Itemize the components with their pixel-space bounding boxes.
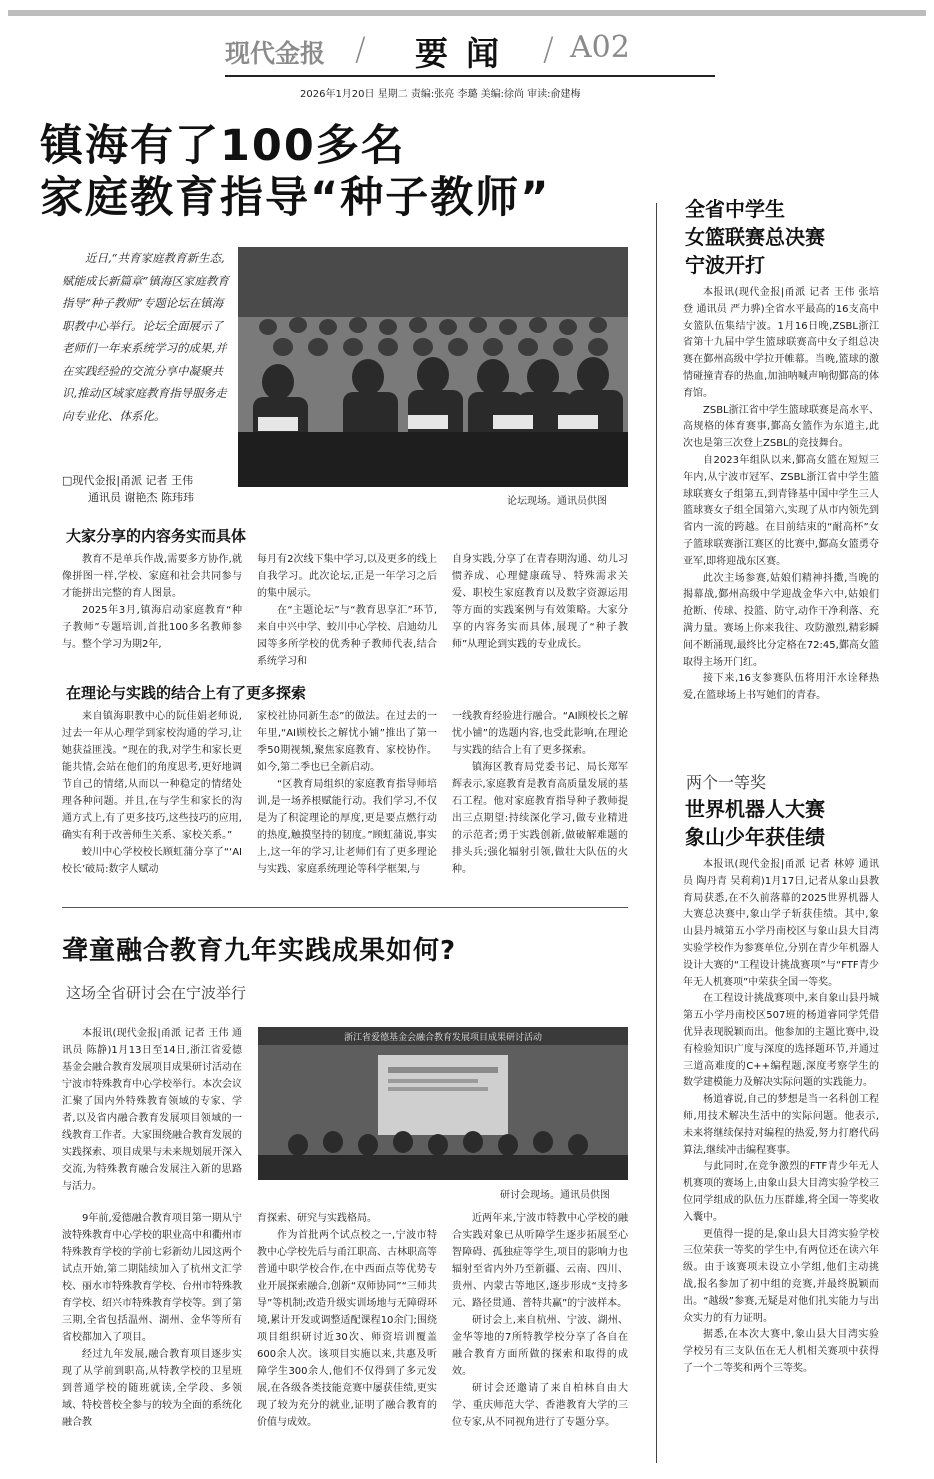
paragraph: 本报讯(现代金报|甬派 记者 林婷 通讯员 陶丹青 吴莉莉)1月17日,记者从象山县教育局获悉,在不久前落幕的2025世界机器人大赛总决赛中,象山学子斩获佳绩。其中,象山县丹城第五小学丹南校区与象山县大目湾实验学校作为参赛单位,分别在青少年机器人设计大赛的“工程设计挑战赛项”与“FTF青少年无人机赛项”中荣获全国一等奖。 <box>683 859 879 988</box>
paragraph: 本报讯(现代金报|甬派 记者 王伟 通讯员 陈静)1月13日至14日,浙江省爱德基金会融合教育发展项目成果研讨活动在宁波市特殊教育中心学校举行。本次会议汇聚了国内外特殊教育领域的专家、学者,以及省内融合教育发展项目领域的一线教育工作者。大家围绕融合教育发展的实践探索、项目成果与未来规划展开深入交流,为特殊教育融合发展注入新的思路与活力。 <box>62 1028 242 1192</box>
paragraph: 镇海区教育局党委书记、局长郑军辉表示,家庭教育是教育高质量发展的基石工程。他对家庭教育指导种子教师提出三点期望:持续深化学习,做专业精进的示范者;勇于实践创新,做破解难题的排头兵;强化辐射引领,做壮大队伍的火种。 <box>452 762 628 875</box>
main-lead <box>62 247 230 427</box>
section1-column-2 <box>257 551 437 670</box>
paragraph: 一线教育经验进行融合。“AI顾校长之解忧小铺”的选题内容,也受此影响,在理论与实践的结合上有了更多探索。 <box>452 711 628 756</box>
paragraph: ZSBL浙江省中学生篮球联赛是高水平、高规格的体育赛事,鄞高女篮作为东道主,此次也是第三次登上ZSBL的竞技舞台。 <box>683 404 879 450</box>
story2-column-3 <box>452 1210 628 1431</box>
paragraph: 与此同时,在竞争激烈的FTF青少年无人机赛项的赛场上,由象山县大目湾实验学校三位同学组成的队伍力压群雄,将全国一等奖收入囊中。 <box>683 1161 879 1223</box>
sidebar1-title-line2: 女篮联赛总决赛 <box>685 225 825 249</box>
section-heading-2: 在理论与实践的结合上有了更多探索 <box>66 684 307 702</box>
paragraph: “区教育局组织的家庭教育指导师培训,是一场养根赋能行动。我们学习,不仅是为了积淀理论的厚度,更是要点燃行动的热度,触摸坚持的韧度。”顾虹蒲说,事实上,这一年的学习,让老师们有了更多理论与实践、家庭系统理论等科学框架,与 <box>257 779 437 875</box>
paragraph: 家校社协同新生态”的做法。在过去的一年里,“AI顾校长之解忧小铺”推出了第一季50期视频,聚焦家庭教育、家校协作。如今,第二季也已全新启动。 <box>257 711 437 773</box>
sidebar1-title-line1: 全省中学生 <box>685 197 785 221</box>
paragraph: 2025年3月,镇海启动家庭教育“种子教师”专题培训,首批100多名教师参与。整个学习为期2年, <box>62 605 242 650</box>
banner-text: 浙江省爱德基金会融合教育发展项目成果研讨活动 <box>343 1033 543 1043</box>
paragraph: 育探索、研究与实践格局。 <box>257 1213 377 1224</box>
paragraph: 在工程设计挑战赛项中,来自象山县丹城第五小学丹南校区507班的杨道睿同学凭借优异表现脱颖而出。他参加的主题比赛中,设有检验知识广度与深度的选择题环节,并通过三道高难度的C++编程题,深度考察学生的数学建模能力及解决实际问题的实践能力。 <box>683 993 879 1089</box>
story2-column-2 <box>257 1210 437 1431</box>
byline-line1: □现代金报|甬派 记者 王伟 <box>62 474 194 487</box>
masthead-divider-icon: / <box>543 30 554 68</box>
sidebar1-headline <box>685 195 825 279</box>
section2-column-3 <box>452 708 628 878</box>
newspaper-brand: 现代金报 <box>225 39 326 68</box>
section-name: 要闻 <box>415 34 517 73</box>
main-headline <box>40 120 551 224</box>
paragraph: 研讨会上,来自杭州、宁波、湖州、金华等地的7所特教学校分享了各自在融合教育方面所做的探索和取得的成效。 <box>452 1315 628 1377</box>
paragraph: 教育不是单兵作战,需要多方协作,就像拼图一样,学校、家庭和社会共同参与才能拼出完整的育人图景。 <box>62 554 242 599</box>
sidebar1-body <box>683 285 879 705</box>
sidebar2-title-line2: 象山少年获佳绩 <box>685 825 825 849</box>
seminar-photo <box>258 1027 628 1180</box>
paragraph: 近两年来,宁波市特教中心学校的融合实践对象已从听障学生逐步拓展至心智障碍、孤独症等学生,项目的影响力也辐射至省内外乃至新疆、云南、四川、贵州、内蒙古等地区,逐步形成“支持多元、路径贯通、普特共赢”的宁波样本。 <box>452 1213 628 1309</box>
sidebar2-kicker: 两个一等奖 <box>686 773 767 792</box>
paragraph: 杨道睿说,自己的梦想是当一名科创工程师,用技术解决生活中的实际问题。他表示,未来将继续保持对编程的热爱,努力打磨代码算法,继续冲击编程赛事。 <box>683 1094 879 1156</box>
page-number: A02 <box>570 30 630 65</box>
section-heading-1: 大家分享的内容务实而具体 <box>66 527 247 545</box>
paragraph: 此次主场参赛,姑娘们精神抖擞,当晚的揭幕战,鄞州高级中学迎战金华六中,姑娘们抢断、传球、投篮、防守,动作干净利落、充满力量。赛场上你来我往、攻防激烈,精彩瞬间不断涌现,最终比分定格在72:45,鄞高女篮取得主场开门红。 <box>683 572 879 668</box>
main-headline-line2: 家庭教育指导“种子教师” <box>40 173 551 223</box>
column-divider <box>656 203 657 1463</box>
byline <box>62 472 230 506</box>
sidebar2-headline <box>685 795 825 851</box>
sidebar2-title-line1: 世界机器人大赛 <box>685 797 825 821</box>
paragraph: 作为首批两个试点校之一,宁波市特教中心学校先后与甬江职高、古林职高等普通中职学校合作,在中西面点等优势专业开展探索融合,创新“双师协同”“三师共导”等机制;改造升级实训场地与无障碍环境,累计开发或调整适配课程10余门;围绕项目组织研讨近30次、师资培训覆盖600余人次。该项目实施以来,共惠及听障学生300余人,他们不仅得到了多元发展,在各级各类技能竞赛中屡获佳绩,更实现了较为充分的就业,证明了融合教育的价值与成效。 <box>257 1230 437 1428</box>
lead-paragraph: 近日,“共育家庭教育新生态,赋能成长新篇章”镇海区家庭教育指导“种子教师”专题论坛在镇海职教中心举行。论坛全面展示了老师们一年来系统学习的成果,并在实践经验的交流分享中凝聚共识,推动区域家庭教育指导服务走向专业化、体系化。 <box>62 251 229 423</box>
seminar-photo-caption: 研讨会现场。通讯员供图 <box>500 1190 610 1201</box>
story2-intro <box>62 1025 242 1195</box>
top-border-bar <box>8 10 926 16</box>
seminar-image-icon <box>258 1027 628 1180</box>
sidebar2-body <box>683 857 879 1378</box>
section1-column-1 <box>62 551 242 653</box>
byline-line2: 通讯员 谢艳杰 陈玮玮 <box>88 491 194 504</box>
masthead <box>225 28 655 72</box>
auditorium-image-icon <box>238 247 628 487</box>
forum-photo-caption: 论坛现场。通讯员供图 <box>507 496 607 507</box>
main-headline-line1: 镇海有了100多名 <box>40 121 406 171</box>
paragraph: 自身实践,分享了在青春期沟通、幼儿习惯养成、心理健康疏导、特殊需求关爱、职校生家庭教育以及数字资源运用等方面的实践案例与有效策略。大家分享的内容务实而具体,展现了“种子教师”从理论到实践的专业成长。 <box>452 554 628 650</box>
forum-photo <box>238 247 628 487</box>
section1-column-3 <box>452 551 628 653</box>
dateline: 2026年1月20日 星期二 责编:张亮 李璐 美编:徐尚 审读:俞建梅 <box>300 89 581 100</box>
story2-subtitle: 这场全省研讨会在宁波举行 <box>66 984 247 1002</box>
masthead-divider-icon: / <box>355 30 366 68</box>
paragraph: 据悉,在本次大赛中,象山县大目湾实验学校另有三支队伍在无人机相关赛项中获得了一个二等奖和两个三等奖。 <box>683 1329 879 1374</box>
paragraph: 经过九年发展,融合教育项目逐步实现了从学前到职高,从特教学校的卫星班到普通学校的随班就读,全学段、多领域、特校普校全参与的较为全面的系统化融合教 <box>62 1349 242 1428</box>
paragraph: 在“主题论坛”与“教育思享汇”环节,来自中兴中学、蛟川中心学校、启迪幼儿园等多所学校的优秀种子教师代表,结合系统学习和 <box>257 605 437 667</box>
paragraph: 每月有2次线下集中学习,以及更多的线上自我学习。此次论坛,正是一年学习之后的集中展示。 <box>257 554 437 599</box>
paragraph: 自2023年组队以来,鄞高女篮在短短三年内,从宁波市冠军、ZSBL浙江省中学生篮球联赛女子组第五,到青锋基中国中学生三人篮球赛女子组全国第六,实现了从市内领先到省内一流的跨越。在目前结束的“耐高杯”女子篮球联赛浙江赛区的比赛中,鄞高女篮勇夺亚军,即将迎战东区赛。 <box>683 454 879 567</box>
paragraph: 更值得一提的是,象山县大目湾实验学校三位荣获一等奖的学生中,有两位还在读六年级。由于该赛项未设立小学组,他们主动挑战,报名参加了初中组的竞赛,并最终脱颖而出。“越级”参赛,无疑是对他们扎实能力与出众实力的有力证明。 <box>683 1228 879 1324</box>
paragraph: 本报讯(现代金报|甬派 记者 王伟 张培登 通讯员 严力骅)全省水平最高的16支高中女篮队伍集结宁波。1月16日晚,ZSBL浙江省第十九届中学生篮球联赛高中女子组总决赛在鄞州高级中学拉开帷幕。当晚,篮球的激情碰撞青春的热血,加油呐喊声响彻鄞高的体育馆。 <box>683 287 879 399</box>
paragraph: 接下来,16支参赛队伍将用汗水诠释热爱,在篮球场上书写她们的青春。 <box>683 673 879 702</box>
paragraph: 来自镇海职教中心的阮佳娟老师说,过去一年从心理学到家校沟通的学习,让她获益匪浅。“现在的我,对学生和家长更能共情,会站在他们的角度思考,更好地调节自己的情绪,从而以一种稳定的情绪处理各种问题。并且,在与学生和家长的沟通方式上,有了更多技巧,这些技巧的应用,确实有利于改善师生关系、家校关系。” <box>62 711 242 841</box>
story2-headline: 聋童融合教育九年实践成果如何? <box>62 936 457 966</box>
story-separator <box>62 907 628 908</box>
paragraph: 研讨会还邀请了来自柏林自由大学、重庆师范大学、香港教育大学的三位专家,从不同视角进行了专题分享。 <box>452 1383 628 1428</box>
masthead-rule <box>225 75 715 77</box>
paragraph: 蛟川中心学校校长顾虹蒲分享了“‘AI校长’破局:数字人赋动 <box>62 847 242 875</box>
story2-column-1 <box>62 1210 242 1431</box>
sidebar1-title-line3: 宁波开打 <box>685 253 765 277</box>
paragraph: 9年前,爱德融合教育项目第一期从宁波特殊教育中心学校的职业高中和衢州市特殊教育学校的学前七彩新幼儿园这两个试点开始,第二期陆续加入了杭州文汇学校、丽水市特殊教育学校、台州市特殊教育学校、绍兴市特殊教育学校等。到了第三期,全省包括温州、湖州、金华等所有省校都加入了项目。 <box>62 1213 242 1343</box>
section2-column-1 <box>62 708 242 878</box>
section2-column-2 <box>257 708 437 878</box>
